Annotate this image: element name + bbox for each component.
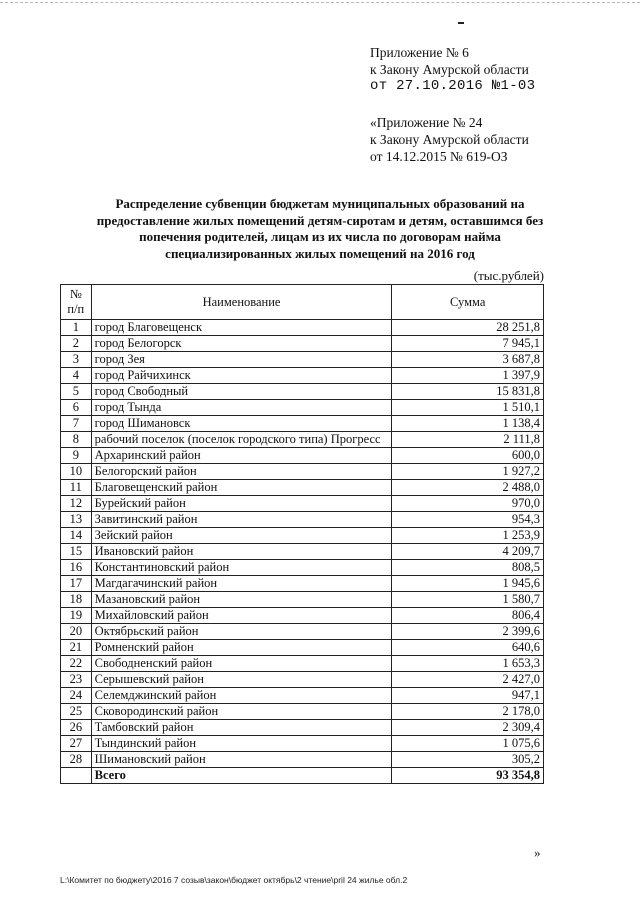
- table-row: [61, 528, 544, 544]
- row-name: Сковородинский район: [91, 704, 392, 720]
- table-row: [61, 576, 544, 592]
- row-sum: 806,4: [392, 608, 544, 624]
- row-number: 16: [61, 560, 92, 576]
- table-row: [61, 368, 544, 384]
- row-name: Зейский район: [91, 528, 392, 544]
- row-number: 22: [61, 656, 92, 672]
- row-sum: 15 831,8: [392, 384, 544, 400]
- row-name: Бурейский район: [91, 496, 392, 512]
- table-row: [61, 320, 544, 336]
- appendix-law: к Закону Амурской области: [370, 62, 529, 77]
- row-sum: 970,0: [392, 496, 544, 512]
- total-number-empty: [61, 768, 92, 784]
- file-path-footer: L:\Комитет по бюджету\2016 7 созыв\закон\бюджет октябрь\2 чтение\pril 24 жилье обл.2: [60, 875, 408, 885]
- row-name: Свободненский район: [91, 656, 392, 672]
- row-sum: 305,2: [392, 752, 544, 768]
- table-row: [61, 640, 544, 656]
- title-line: попечения родителей, лицам из их числа по договорам найма: [139, 229, 501, 244]
- row-sum: 808,5: [392, 560, 544, 576]
- row-number: 7: [61, 416, 92, 432]
- table-row: [61, 672, 544, 688]
- row-number: 23: [61, 672, 92, 688]
- header-number-symbol: №: [69, 287, 82, 301]
- table-row: [61, 464, 544, 480]
- row-sum: 2 178,0: [392, 704, 544, 720]
- row-name: город Тында: [91, 400, 392, 416]
- table-row: [61, 544, 544, 560]
- row-name: город Шимановск: [91, 416, 392, 432]
- row-name: Ивановский район: [91, 544, 392, 560]
- row-sum: 1 253,9: [392, 528, 544, 544]
- table-row: [61, 336, 544, 352]
- table-row: [61, 704, 544, 720]
- appendix-header: [370, 44, 535, 95]
- row-sum: 4 209,7: [392, 544, 544, 560]
- scan-mark: [458, 22, 464, 24]
- closing-quote: »: [534, 845, 541, 860]
- table-row: [61, 400, 544, 416]
- row-number: 24: [61, 688, 92, 704]
- table-row: [61, 624, 544, 640]
- row-number: 2: [61, 336, 92, 352]
- row-name: Архаринский район: [91, 448, 392, 464]
- row-number: 18: [61, 592, 92, 608]
- row-number: 27: [61, 736, 92, 752]
- table-row: [61, 512, 544, 528]
- row-sum: 947,1: [392, 688, 544, 704]
- row-number: 5: [61, 384, 92, 400]
- table-header-row: [61, 285, 544, 320]
- row-sum: 7 945,1: [392, 336, 544, 352]
- title-line: Распределение субвенции бюджетам муниципальных образований на: [115, 196, 525, 211]
- row-sum: 2 488,0: [392, 480, 544, 496]
- total-sum: 93 354,8: [392, 768, 544, 784]
- row-name: Шимановский район: [91, 752, 392, 768]
- row-name: город Зея: [91, 352, 392, 368]
- row-name: город Райчихинск: [91, 368, 392, 384]
- total-label: Всего: [91, 768, 392, 784]
- document-title: [60, 196, 580, 262]
- table-row: [61, 752, 544, 768]
- row-sum: 1 510,1: [392, 400, 544, 416]
- table-row: [61, 496, 544, 512]
- subvention-table: [60, 284, 544, 784]
- row-number: 1: [61, 320, 92, 336]
- row-sum: 2 309,4: [392, 720, 544, 736]
- title-line: специализированных жилых помещений на 2016 год: [165, 245, 475, 261]
- row-number: 15: [61, 544, 92, 560]
- row-name: Магдагачинский район: [91, 576, 392, 592]
- row-name: Белогорский район: [91, 464, 392, 480]
- old-appendix-date: от 14.12.2015 № 619-ОЗ: [370, 149, 508, 164]
- row-name: рабочий поселок (поселок городского типа) Прогресс: [91, 432, 392, 448]
- row-number: 20: [61, 624, 92, 640]
- row-number: 21: [61, 640, 92, 656]
- header-number-abbrev: п/п: [67, 302, 85, 316]
- table-row: [61, 352, 544, 368]
- units-label: (тыс.рублей): [473, 268, 544, 283]
- old-appendix-header: [370, 114, 529, 165]
- appendix-date: от 27.10.2016 №1-03: [370, 78, 536, 94]
- row-number: 11: [61, 480, 92, 496]
- row-sum: 1 945,6: [392, 576, 544, 592]
- row-number: 4: [61, 368, 92, 384]
- row-sum: 600,0: [392, 448, 544, 464]
- header-name: Наименование: [91, 285, 392, 320]
- table-row: [61, 656, 544, 672]
- row-number: 12: [61, 496, 92, 512]
- row-sum: 1 075,6: [392, 736, 544, 752]
- row-sum: 28 251,8: [392, 320, 544, 336]
- row-number: 14: [61, 528, 92, 544]
- row-name: Мазановский район: [91, 592, 392, 608]
- row-name: Серышевский район: [91, 672, 392, 688]
- row-name: Константиновский район: [91, 560, 392, 576]
- row-sum: 2 399,6: [392, 624, 544, 640]
- table-row: [61, 384, 544, 400]
- header-sum: Сумма: [392, 285, 544, 320]
- header-number: [61, 285, 92, 320]
- row-number: 9: [61, 448, 92, 464]
- table-body: [61, 320, 544, 784]
- row-sum: 1 580,7: [392, 592, 544, 608]
- row-sum: 954,3: [392, 512, 544, 528]
- old-appendix-number: «Приложение № 24: [370, 115, 483, 130]
- row-name: Тындинский район: [91, 736, 392, 752]
- row-sum: 1 138,4: [392, 416, 544, 432]
- row-number: 10: [61, 464, 92, 480]
- row-name: город Белогорск: [91, 336, 392, 352]
- row-number: 17: [61, 576, 92, 592]
- row-number: 19: [61, 608, 92, 624]
- row-name: город Благовещенск: [91, 320, 392, 336]
- scan-top-edge: [0, 2, 640, 3]
- row-sum: 2 111,8: [392, 432, 544, 448]
- row-number: 3: [61, 352, 92, 368]
- row-sum: 1 653,3: [392, 656, 544, 672]
- table-row: [61, 688, 544, 704]
- row-name: Михайловский район: [91, 608, 392, 624]
- row-number: 28: [61, 752, 92, 768]
- row-sum: 3 687,8: [392, 352, 544, 368]
- table-row: [61, 592, 544, 608]
- table-row: [61, 736, 544, 752]
- total-row: [61, 768, 544, 784]
- row-name: Ромненский район: [91, 640, 392, 656]
- title-line: предоставление жилых помещений детям-сиротам и детям, оставшимся без: [96, 212, 544, 228]
- row-name: Завитинский район: [91, 512, 392, 528]
- row-name: город Свободный: [91, 384, 392, 400]
- row-name: Селемджинский район: [91, 688, 392, 704]
- table-row: [61, 416, 544, 432]
- row-number: 6: [61, 400, 92, 416]
- table-row: [61, 608, 544, 624]
- appendix-number: Приложение № 6: [370, 45, 469, 60]
- table-row: [61, 480, 544, 496]
- table-row: [61, 448, 544, 464]
- table-row: [61, 720, 544, 736]
- row-number: 13: [61, 512, 92, 528]
- row-name: Благовещенский район: [91, 480, 392, 496]
- table-row: [61, 560, 544, 576]
- row-name: Октябрьский район: [91, 624, 392, 640]
- row-number: 25: [61, 704, 92, 720]
- row-sum: 1 927,2: [392, 464, 544, 480]
- table-row: [61, 432, 544, 448]
- old-appendix-law: к Закону Амурской области: [370, 132, 529, 147]
- row-name: Тамбовский район: [91, 720, 392, 736]
- row-sum: 2 427,0: [392, 672, 544, 688]
- row-number: 8: [61, 432, 92, 448]
- row-sum: 640,6: [392, 640, 544, 656]
- row-sum: 1 397,9: [392, 368, 544, 384]
- row-number: 26: [61, 720, 92, 736]
